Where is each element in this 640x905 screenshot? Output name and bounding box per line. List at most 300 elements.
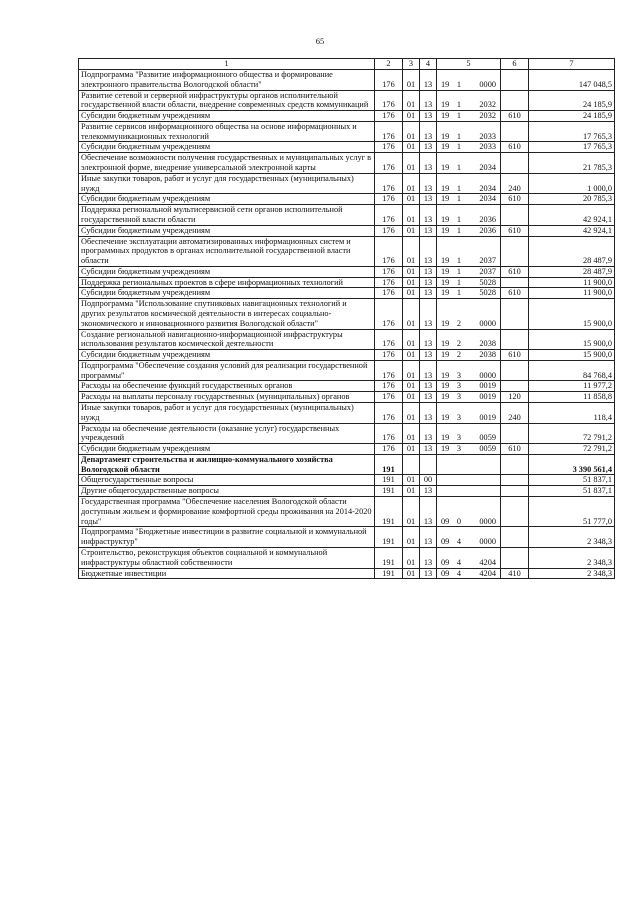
row-subsection-code: 13 (420, 288, 437, 299)
row-expense-type: 610 (501, 194, 529, 205)
table-row (79, 403, 615, 424)
row-expense-type (501, 329, 529, 350)
row-subsection-code: 13 (420, 205, 437, 226)
row-amount: 11 900,0 (529, 288, 615, 299)
row-amount: 11 900,0 (529, 277, 615, 288)
row-target-article (437, 486, 501, 497)
row-admin-code: 191 (375, 527, 403, 548)
row-section-code: 01 (403, 475, 420, 486)
row-name: Субсидии бюджетным учреждениям (79, 194, 375, 205)
row-target-article (437, 266, 501, 277)
row-expense-type (501, 121, 529, 142)
row-program-code: 19 (441, 370, 450, 380)
row-amount: 15 900,0 (529, 329, 615, 350)
row-target-article (437, 497, 501, 527)
row-name: Субсидии бюджетным учреждениям (79, 266, 375, 277)
row-section-code: 01 (403, 266, 420, 277)
row-direction-code: 2032 (479, 100, 496, 110)
row-subprogram-code: 1 (456, 288, 462, 298)
row-admin-code: 176 (375, 381, 403, 392)
table-row (79, 360, 615, 381)
row-subsection-code: 13 (420, 225, 437, 236)
table-row (79, 205, 615, 226)
row-section-code: 01 (403, 236, 420, 266)
row-direction-code: 5028 (479, 288, 496, 298)
row-subsection-code: 13 (420, 194, 437, 205)
row-name: Субсидии бюджетным учреждениям (79, 225, 375, 236)
row-expense-type: 610 (501, 266, 529, 277)
row-amount: 24 185,9 (529, 90, 615, 111)
row-subprogram-code: 1 (456, 277, 462, 287)
row-target-article (437, 360, 501, 381)
row-target-article (437, 423, 501, 444)
row-name: Строительство, реконструкция объектов социальной и коммунальной инфраструктуры областной собственности (79, 547, 375, 568)
table-row (79, 153, 615, 174)
row-subsection-code: 13 (420, 360, 437, 381)
table-row (79, 329, 615, 350)
row-section-code: 01 (403, 486, 420, 497)
row-subprogram-code: 4 (456, 537, 462, 547)
row-name: Субсидии бюджетным учреждениям (79, 350, 375, 361)
row-subprogram-code: 2 (456, 350, 462, 360)
row-expense-type (501, 454, 529, 475)
row-admin-code: 176 (375, 194, 403, 205)
row-target-article (437, 329, 501, 350)
table-row (79, 497, 615, 527)
row-expense-type (501, 153, 529, 174)
row-target-article (437, 288, 501, 299)
row-name: Обеспечение эксплуатации автоматизированных информационных систем и программных продуктов в органах исполнительной государственной власти области (79, 236, 375, 266)
row-amount: 2 348,3 (529, 568, 615, 579)
row-target-article (437, 454, 501, 475)
table-row (79, 70, 615, 91)
row-subsection-code: 13 (420, 527, 437, 548)
table-row (79, 236, 615, 266)
row-amount: 51 777,0 (529, 497, 615, 527)
row-target-article (437, 381, 501, 392)
row-direction-code: 0019 (479, 392, 496, 402)
row-target-article (437, 142, 501, 153)
row-section-code: 01 (403, 205, 420, 226)
row-section-code: 01 (403, 225, 420, 236)
row-name: Расходы на обеспечение деятельности (оказание услуг) государственных учреждений (79, 423, 375, 444)
row-name: Департамент строительства и жилищно-коммунального хозяйства Вологодской области (79, 454, 375, 475)
col-header: 2 (375, 59, 403, 70)
row-target-article (437, 475, 501, 486)
row-target-article (437, 121, 501, 142)
row-program-code: 19 (441, 350, 450, 360)
row-subsection-code: 13 (420, 277, 437, 288)
row-subprogram-code: 3 (456, 444, 462, 454)
row-section-code: 01 (403, 568, 420, 579)
row-program-code: 19 (441, 100, 450, 110)
row-subsection-code: 13 (420, 142, 437, 153)
row-amount: 28 487,9 (529, 266, 615, 277)
col-header: 4 (420, 59, 437, 70)
row-subprogram-code: 2 (456, 318, 462, 328)
row-direction-code: 4204 (479, 568, 496, 578)
row-subprogram-code: 3 (456, 433, 462, 443)
row-admin-code: 191 (375, 475, 403, 486)
row-direction-code: 2034 (479, 183, 496, 193)
table-row (79, 299, 615, 329)
row-program-code: 09 (441, 537, 450, 547)
row-amount: 147 048,5 (529, 70, 615, 91)
row-admin-code: 176 (375, 277, 403, 288)
row-program-code: 19 (441, 277, 450, 287)
row-expense-type: 610 (501, 225, 529, 236)
row-target-article (437, 299, 501, 329)
row-section-code: 01 (403, 288, 420, 299)
row-amount: 51 837,1 (529, 475, 615, 486)
row-program-code: 19 (441, 131, 450, 141)
row-section-code: 01 (403, 497, 420, 527)
row-target-article (437, 225, 501, 236)
row-subsection-code: 13 (420, 90, 437, 111)
table-row (79, 142, 615, 153)
row-program-code: 09 (441, 557, 450, 567)
row-name: Создание региональной навигационно-информационной инфраструктуры использования результатов космической деятельности (79, 329, 375, 350)
row-direction-code: 2032 (479, 111, 496, 121)
header-row (79, 59, 615, 70)
row-subprogram-code: 1 (456, 183, 462, 193)
row-section-code: 01 (403, 173, 420, 194)
table-row (79, 423, 615, 444)
row-subsection-code: 13 (420, 173, 437, 194)
row-direction-code: 2038 (479, 350, 496, 360)
row-section-code: 01 (403, 403, 420, 424)
row-subsection-code: 13 (420, 403, 437, 424)
row-amount: 118,4 (529, 403, 615, 424)
row-admin-code: 176 (375, 111, 403, 122)
table-row (79, 225, 615, 236)
row-program-code: 19 (441, 433, 450, 443)
row-subsection-code: 13 (420, 392, 437, 403)
row-direction-code: 2034 (479, 163, 496, 173)
row-section-code: 01 (403, 70, 420, 91)
row-admin-code: 176 (375, 142, 403, 153)
row-subprogram-code: 3 (456, 370, 462, 380)
table-row (79, 568, 615, 579)
table-row (79, 486, 615, 497)
row-section-code: 01 (403, 194, 420, 205)
row-direction-code: 2036 (479, 214, 496, 224)
row-section-code: 01 (403, 299, 420, 329)
row-name: Обеспечение возможности получения государственных и муниципальных услуг в электронной форме, внедрение универсальной электронной карты (79, 153, 375, 174)
row-direction-code: 0000 (479, 318, 496, 328)
row-target-article (437, 350, 501, 361)
row-direction-code: 2037 (479, 256, 496, 266)
row-direction-code: 0059 (479, 444, 496, 454)
row-section-code: 01 (403, 392, 420, 403)
row-target-article (437, 111, 501, 122)
row-target-article (437, 173, 501, 194)
row-section-code: 01 (403, 277, 420, 288)
row-expense-type: 410 (501, 568, 529, 579)
row-name: Общегосударственные вопросы (79, 475, 375, 486)
row-name: Развитие сетевой и серверной инфраструктуры органов исполнительной государственной власти области, внедрение современных средств коммуникаций (79, 90, 375, 111)
row-admin-code: 176 (375, 360, 403, 381)
row-admin-code: 176 (375, 153, 403, 174)
row-expense-type (501, 497, 529, 527)
row-direction-code: 0000 (479, 370, 496, 380)
row-name: Субсидии бюджетным учреждениям (79, 111, 375, 122)
table-row (79, 547, 615, 568)
row-section-code: 01 (403, 527, 420, 548)
row-subsection-code: 13 (420, 236, 437, 266)
row-amount: 3 390 561,4 (529, 454, 615, 475)
row-program-code: 19 (441, 412, 450, 422)
row-program-code: 19 (441, 79, 450, 89)
row-target-article (437, 392, 501, 403)
row-expense-type: 610 (501, 142, 529, 153)
row-name: Бюджетные инвестиции (79, 568, 375, 579)
row-direction-code: 0000 (479, 537, 496, 547)
row-program-code: 19 (441, 111, 450, 121)
row-expense-type (501, 277, 529, 288)
row-subsection-code: 13 (420, 381, 437, 392)
row-name: Субсидии бюджетным учреждениям (79, 288, 375, 299)
row-section-code: 01 (403, 329, 420, 350)
row-program-code: 19 (441, 256, 450, 266)
row-subprogram-code: 4 (456, 568, 462, 578)
row-program-code: 19 (441, 318, 450, 328)
row-amount: 72 791,2 (529, 423, 615, 444)
row-admin-code: 176 (375, 205, 403, 226)
row-admin-code: 191 (375, 497, 403, 527)
row-program-code: 19 (441, 288, 450, 298)
row-subsection-code: 13 (420, 111, 437, 122)
row-subprogram-code: 3 (456, 381, 462, 391)
row-name: Другие общегосударственные вопросы (79, 486, 375, 497)
row-admin-code: 176 (375, 288, 403, 299)
row-amount: 2 348,3 (529, 547, 615, 568)
row-subsection-code: 13 (420, 547, 437, 568)
row-admin-code: 176 (375, 392, 403, 403)
row-section-code: 01 (403, 423, 420, 444)
row-expense-type (501, 299, 529, 329)
row-subprogram-code: 0 (456, 516, 462, 526)
row-target-article (437, 90, 501, 111)
row-admin-code: 176 (375, 173, 403, 194)
row-amount: 72 791,2 (529, 444, 615, 455)
row-expense-type: 610 (501, 288, 529, 299)
row-name: Развитие сервисов информационного общества на основе информационных и телекоммуникационных технологий (79, 121, 375, 142)
row-subsection-code: 13 (420, 153, 437, 174)
row-amount: 1 000,0 (529, 173, 615, 194)
table-row (79, 194, 615, 205)
row-target-article (437, 547, 501, 568)
row-direction-code: 0059 (479, 433, 496, 443)
row-direction-code: 0000 (479, 79, 496, 89)
table-row (79, 444, 615, 455)
row-subprogram-code: 1 (456, 79, 462, 89)
row-program-code: 19 (441, 392, 450, 402)
row-subprogram-code: 3 (456, 412, 462, 422)
table-row (79, 350, 615, 361)
row-subsection-code: 13 (420, 423, 437, 444)
row-subprogram-code: 1 (456, 163, 462, 173)
row-direction-code: 0000 (479, 516, 496, 526)
row-admin-code: 176 (375, 225, 403, 236)
row-admin-code: 176 (375, 236, 403, 266)
row-admin-code: 176 (375, 266, 403, 277)
row-target-article (437, 277, 501, 288)
row-expense-type (501, 205, 529, 226)
row-program-code: 19 (441, 381, 450, 391)
row-expense-type: 240 (501, 403, 529, 424)
row-admin-code: 176 (375, 121, 403, 142)
row-subprogram-code: 1 (456, 225, 462, 235)
row-section-code: 01 (403, 121, 420, 142)
row-target-article (437, 153, 501, 174)
table-row (79, 266, 615, 277)
row-section-code: 01 (403, 350, 420, 361)
row-section-code: 01 (403, 153, 420, 174)
row-name: Подпрограмма "Использование спутниковых навигационных технологий и других результатов космической деятельности в интересах социально-экономического и инновационного развития Вологодской области" (79, 299, 375, 329)
row-target-article (437, 568, 501, 579)
row-program-code: 19 (441, 194, 450, 204)
row-target-article (437, 527, 501, 548)
row-admin-code: 191 (375, 486, 403, 497)
row-direction-code: 2037 (479, 266, 496, 276)
row-subprogram-code: 1 (456, 131, 462, 141)
row-program-code: 09 (441, 516, 450, 526)
row-admin-code: 176 (375, 423, 403, 444)
row-admin-code: 191 (375, 547, 403, 568)
row-subsection-code: 00 (420, 475, 437, 486)
row-program-code: 19 (441, 266, 450, 276)
row-subprogram-code: 1 (456, 266, 462, 276)
col-header: 5 (437, 59, 501, 70)
page-number: 65 (315, 36, 325, 46)
row-section-code: 01 (403, 90, 420, 111)
row-admin-code: 176 (375, 403, 403, 424)
row-section-code: 01 (403, 381, 420, 392)
row-program-code: 19 (441, 163, 450, 173)
table-row (79, 288, 615, 299)
col-header: 7 (529, 59, 615, 70)
row-subprogram-code: 1 (456, 214, 462, 224)
row-expense-type (501, 547, 529, 568)
row-name: Подпрограмма "Развитие информационного общества и формирование электронного правительства Вологодской области" (79, 70, 375, 91)
row-admin-code: 176 (375, 329, 403, 350)
row-subprogram-code: 1 (456, 100, 462, 110)
row-direction-code: 0019 (479, 381, 496, 391)
row-name: Расходы на выплаты персоналу государственных (муниципальных) органов (79, 392, 375, 403)
row-name: Поддержка региональных проектов в сфере информационных технологий (79, 277, 375, 288)
row-section-code (403, 454, 420, 475)
table-row (79, 111, 615, 122)
row-program-code: 19 (441, 214, 450, 224)
row-expense-type: 120 (501, 392, 529, 403)
row-target-article (437, 194, 501, 205)
row-expense-type (501, 360, 529, 381)
row-subsection-code: 13 (420, 70, 437, 91)
row-direction-code: 4204 (479, 557, 496, 567)
table-row (79, 90, 615, 111)
row-subsection-code: 13 (420, 350, 437, 361)
row-amount: 21 785,3 (529, 153, 615, 174)
row-program-code: 19 (441, 225, 450, 235)
row-subprogram-code: 1 (456, 111, 462, 121)
row-subsection-code: 13 (420, 497, 437, 527)
row-amount: 11 977,2 (529, 381, 615, 392)
row-subsection-code: 13 (420, 299, 437, 329)
row-amount: 17 765,3 (529, 121, 615, 142)
row-name: Субсидии бюджетным учреждениям (79, 142, 375, 153)
row-expense-type (501, 527, 529, 548)
table-row (79, 173, 615, 194)
row-amount: 42 924,1 (529, 225, 615, 236)
row-expense-type (501, 486, 529, 497)
row-section-code: 01 (403, 111, 420, 122)
row-target-article (437, 444, 501, 455)
row-admin-code: 176 (375, 70, 403, 91)
row-direction-code: 2033 (479, 142, 496, 152)
row-target-article (437, 205, 501, 226)
row-section-code: 01 (403, 444, 420, 455)
row-amount: 15 900,0 (529, 350, 615, 361)
row-program-code: 19 (441, 339, 450, 349)
row-subsection-code (420, 454, 437, 475)
row-direction-code: 2034 (479, 194, 496, 204)
table-row (79, 277, 615, 288)
col-header: 3 (403, 59, 420, 70)
budget-table (78, 58, 615, 579)
row-section-code: 01 (403, 360, 420, 381)
row-name: Иные закупки товаров, работ и услуг для государственных (муниципальных) нужд (79, 403, 375, 424)
table-row (79, 475, 615, 486)
row-name: Иные закупки товаров, работ и услуг для государственных (муниципальных) нужд (79, 173, 375, 194)
row-target-article (437, 236, 501, 266)
row-direction-code: 5028 (479, 277, 496, 287)
row-expense-type (501, 381, 529, 392)
row-subprogram-code: 1 (456, 194, 462, 204)
row-amount: 84 768,4 (529, 360, 615, 381)
row-expense-type (501, 423, 529, 444)
table-row (79, 527, 615, 548)
col-header: 6 (501, 59, 529, 70)
row-name: Государственная программа "Обеспечение населения Вологодской области доступным жильем и формирование комфортной среды проживания на 2014-2020 годы" (79, 497, 375, 527)
table-row (79, 454, 615, 475)
row-amount: 11 858,8 (529, 392, 615, 403)
row-amount: 20 785,3 (529, 194, 615, 205)
row-expense-type (501, 475, 529, 486)
row-program-code: 19 (441, 444, 450, 454)
row-direction-code: 2036 (479, 225, 496, 235)
row-subprogram-code: 2 (456, 339, 462, 349)
row-amount: 24 185,9 (529, 111, 615, 122)
table-row (79, 381, 615, 392)
row-expense-type (501, 90, 529, 111)
row-admin-code: 191 (375, 568, 403, 579)
row-expense-type (501, 70, 529, 91)
row-section-code: 01 (403, 142, 420, 153)
row-expense-type: 610 (501, 444, 529, 455)
row-name: Субсидии бюджетным учреждениям (79, 444, 375, 455)
row-name: Расходы на обеспечение функций государственных органов (79, 381, 375, 392)
row-admin-code: 176 (375, 299, 403, 329)
row-target-article (437, 403, 501, 424)
row-amount: 2 348,3 (529, 527, 615, 548)
row-amount: 28 487,9 (529, 236, 615, 266)
row-direction-code: 2038 (479, 339, 496, 349)
row-subprogram-code: 3 (456, 392, 462, 402)
row-target-article (437, 70, 501, 91)
row-subsection-code: 13 (420, 486, 437, 497)
row-expense-type (501, 236, 529, 266)
